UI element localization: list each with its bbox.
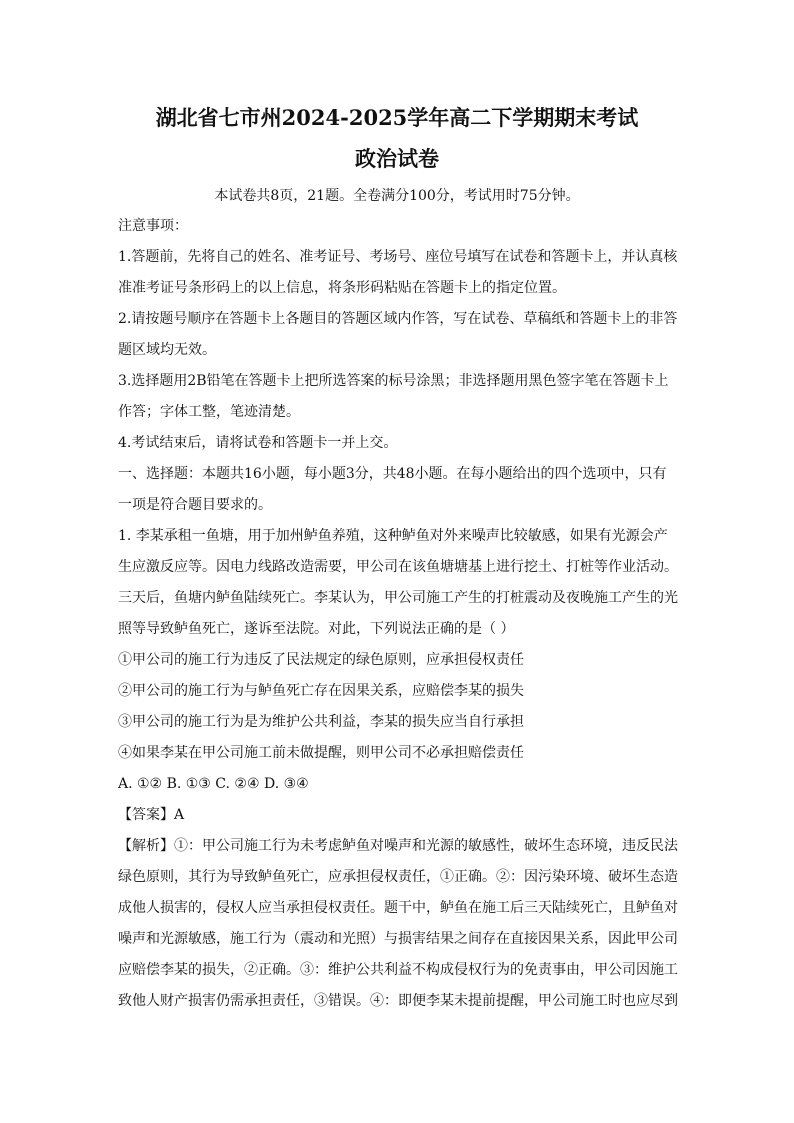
question-stem: 三天后，鱼塘内鲈鱼陆续死亡。李某认为，甲公司施工产生的打桩震动及夜晚施工产生的光 — [118, 590, 678, 606]
statement: ③甲公司的施工行为是为维护公共利益，李某的损失应当自行承担 — [118, 714, 524, 730]
note-line: 准准考证号条形码上的以上信息，将条形码粘贴在答题卡上的指定位置。 — [118, 280, 566, 296]
statement: ①甲公司的施工行为违反了民法规定的绿色原则，应承担侵权责任 — [118, 652, 524, 668]
analysis-line: 应赔偿李某的损失，②正确。③：维护公共利益不构成侵权行为的免责事由，甲公司因施工 — [118, 962, 678, 978]
note-line: 作答；字体工整，笔迹清楚。 — [118, 404, 300, 420]
answer: 【答案】A — [118, 807, 185, 823]
question-stem: 照等导致鲈鱼死亡，遂诉至法院。对此，下列说法正确的是（ ） — [118, 621, 515, 637]
note-line: 4.考试结束后，请将试卷和答题卡一并上交。 — [118, 435, 398, 451]
note-line: 1.答题前，先将自己的姓名、准考证号、考场号、座位号填写在试卷和答题卡上，并认真核 — [118, 249, 678, 265]
notes-heading: 注意事项： — [118, 218, 188, 234]
note-line: 题区域均无效。 — [118, 342, 216, 358]
note-line: 2.请按题号顺序在答题卡上各题目的答题区域内作答，写在试卷、草稿纸和答题卡上的非答 — [118, 311, 678, 327]
analysis-line: 成他人损害的，侵权人应当承担侵权责任。题干中，鲈鱼在施工后三天陆续死亡，且鲈鱼对 — [118, 900, 678, 916]
exam-subject-title: 政治试卷 — [355, 146, 439, 171]
analysis-line: 噪声和光源敏感，施工行为（震动和光照）与损害结果之间存在直接因果关系，因此甲公司 — [118, 931, 678, 947]
analysis-line: 致他人财产损害仍需承担责任，③错误。④：即便李某未提前提醒，甲公司施工时也应尽到 — [118, 993, 678, 1009]
analysis-line: 绿色原则，其行为导致鲈鱼死亡，应承担侵权责任，①正确。②：因污染环境、破坏生态造 — [118, 869, 678, 885]
analysis-line: 【解析】①：甲公司施工行为未考虑鲈鱼对噪声和光源的敏感性，破坏生态环境，违反民法 — [118, 838, 678, 854]
answer-options: A. ①② B. ①③ C. ②④ D. ③④ — [118, 776, 309, 792]
statement: ②甲公司的施工行为与鲈鱼死亡存在因果关系，应赔偿李某的损失 — [118, 683, 524, 699]
statement: ④如果李某在甲公司施工前未做提醒，则甲公司不必承担赔偿责任 — [118, 745, 524, 761]
exam-info: 本试卷共8页，21题。全卷满分100分，考试用时75分钟。 — [214, 188, 580, 204]
question-stem: 1. 李某承租一鱼塘，用于加州鲈鱼养殖，这种鲈鱼对外来噪声比较敏感，如果有光源会产 — [118, 528, 668, 544]
question-stem: 生应激反应等。因电力线路改造需要，甲公司在该鱼塘塘基上进行挖土、打桩等作业活动。 — [118, 559, 678, 575]
section-heading-cont: 一项是符合题目要求的。 — [118, 497, 272, 513]
note-line: 3.选择题用2B铅笔在答题卡上把所选答案的标号涂黑；非选择题用黑色签字笔在答题卡上 — [118, 373, 669, 389]
exam-title: 湖北省七市州2024-2025学年高二下学期期末考试 — [155, 105, 639, 130]
section-heading: 一、选择题：本题共16小题，每小题3分，共48小题。在每小题给出的四个选项中，只有 — [118, 466, 667, 482]
